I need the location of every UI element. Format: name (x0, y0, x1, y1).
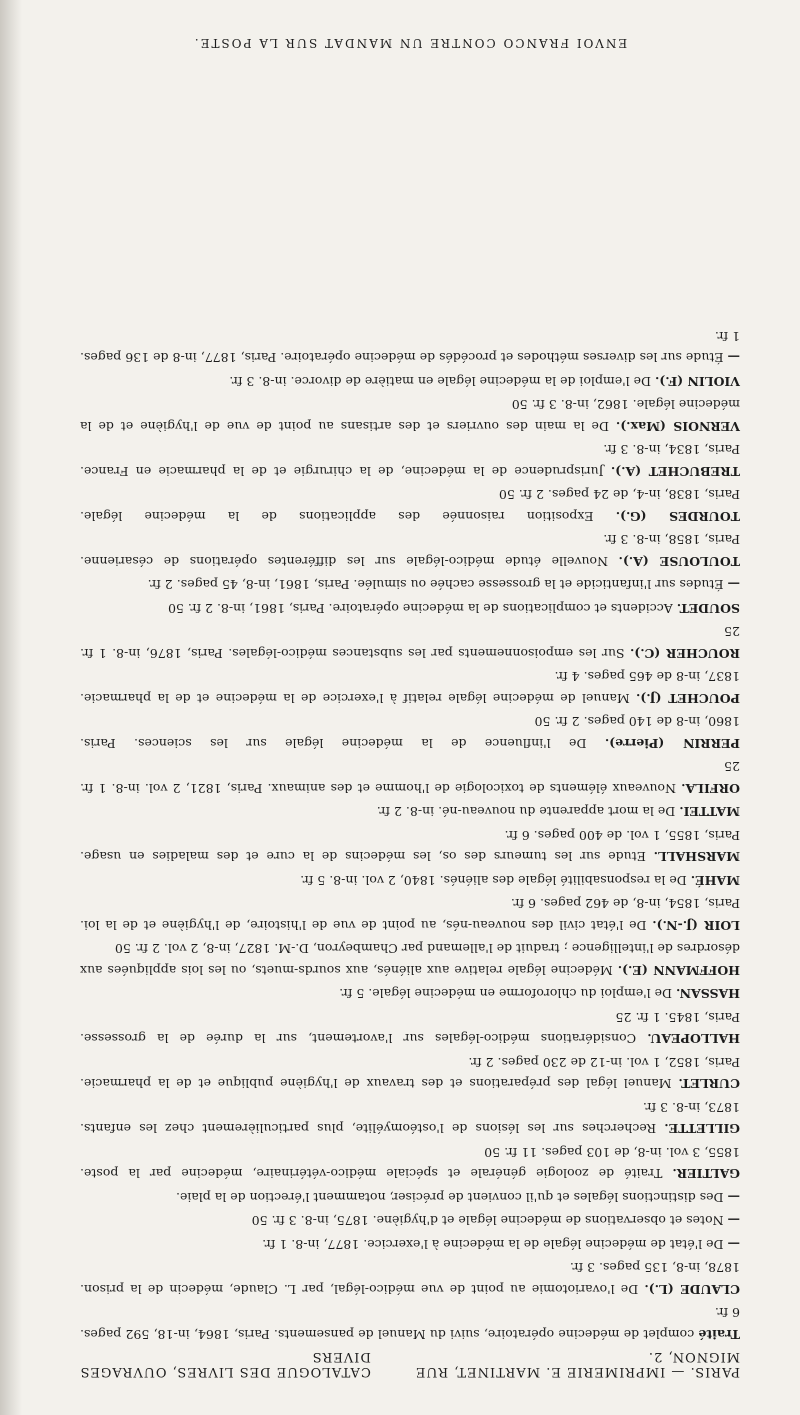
entry-title: Nouvelle étude médico-légale sur les différentes opérations de césarienne. (80, 554, 608, 569)
entry-reference: Paris, 1821, 2 vol. in-8. (111, 781, 263, 796)
entry-reference: Paris, 1858, in-8. (632, 532, 740, 548)
entry-price: 1 fr. (262, 1237, 288, 1252)
entry-title: Traité de zoologie générale et spéciale médico-vétérinaire, médecine par la poste. (79, 1166, 663, 1182)
entry-title: De l'état de médecine légale de la médecine à l'exercice. (363, 1237, 724, 1252)
catalogue-entry (80, 756, 740, 799)
entry-title: Considérations médico-légales sur l'avortement, sur la durée de la grossesse. (80, 1031, 637, 1047)
catalogue-entry (80, 1187, 740, 1209)
entry-author: — (727, 350, 740, 366)
catalogue-entry (80, 870, 740, 892)
entry-author: VERNOIS (Max.). (615, 419, 740, 434)
entry-title: Exposition raisonnée des applications de la médecine légale. (80, 509, 594, 524)
entry-reference: Paris, 1838, in-4, de 24 pages. (547, 487, 740, 503)
running-header (60, 1349, 740, 1379)
entry-price: 6 fr. (510, 896, 536, 912)
running-title: CATALOGUE DES LIVRES, OUVRAGES DIVERS (79, 1349, 371, 1379)
entry-price: 1 fr. 25 (615, 1010, 661, 1025)
entry-author: MAHÉ. (690, 873, 740, 888)
entry-price: 3 fr. 50 (251, 1213, 297, 1229)
entry-price: 2 fr. 50 (534, 714, 580, 730)
entry-title: Médecine légale relative aux aliénés, aux sourds-muets, ou les lois appliquées aux désordres de l'intelligence ; traduit de l'allemand par Chambeyron, D.-M. (80, 941, 740, 978)
entry-author: VIOLIN (F.). (655, 374, 740, 389)
entry-reference: 1855, 3 vol. in-8, de 103 pages. (541, 1145, 740, 1160)
entry-reference: in-8. (405, 804, 435, 820)
catalogue-entry (80, 1052, 740, 1095)
entry-title: De la main des ouvriers et des artisans au point de vue de l'hygiène et de la médecine légale. (80, 397, 740, 434)
entry-price: 2 fr. (468, 1055, 494, 1070)
entry-reference: Paris, 1877, in-8 de 136 pages. (80, 350, 277, 366)
catalogue-entry (80, 825, 740, 868)
entry-price: 11 fr. 50 (484, 1145, 538, 1160)
entry-price: 2 fr. (147, 577, 173, 593)
entry-author: PERRIN (Pierre). (604, 736, 740, 751)
entry-title: Des distinctions légales et qu'il convient de préciser, notamment l'érection de la plaie. (175, 1190, 724, 1205)
entry-price: 3 fr. (603, 442, 629, 458)
entry-price: 3 fr. (569, 1260, 595, 1276)
entry-author: MATTEI. (679, 804, 740, 820)
entry-reference: 1873, in-8. (672, 1100, 740, 1115)
entry-price: 5 fr. (300, 873, 326, 888)
catalogue-entry (80, 598, 740, 620)
catalogue-entry (80, 1142, 740, 1185)
catalogue-entry (80, 1234, 740, 1256)
entry-reference: Paris, 1854, in-8, de 462 pages. (539, 896, 740, 912)
entry-author: TOURDES (G.). (615, 509, 740, 524)
entry-reference: Paris, 1845. (664, 1010, 740, 1025)
entry-author: ROUCHER (C.). (630, 646, 740, 661)
footer-note: ENVOI FRANCO CONTRE UN MANDAT SUR LA POSTE. (192, 36, 628, 50)
entry-price: 4 fr. (554, 669, 580, 685)
entry-reference: 1860, in-8 de 140 pages. (583, 714, 740, 730)
entry-price: 5 fr. (339, 986, 365, 1002)
catalogue-entry (80, 1257, 740, 1300)
entry-reference: Paris, 1834, in-8. (632, 442, 740, 458)
entry-title: Jurisprudence de la médecine, de la chirurgie et de la pharmacie en France. (80, 464, 604, 479)
entry-title: Nouveaux éléments de toxicologie de l'homme et des animaux. (267, 781, 676, 796)
entry-title: De l'emploi de la médecine légale en matière de divorce. (290, 374, 652, 389)
entry-price: 2 fr. 50 (114, 941, 160, 957)
entry-author: LOIR (J.-N.). (652, 918, 740, 933)
catalogue-entry (80, 574, 740, 596)
catalogue-entry (80, 484, 740, 527)
catalogue-entry (80, 326, 740, 369)
entry-title: De la responsabilité légale des aliénés. (439, 873, 687, 888)
entry-reference: 1878, in-8, 135 pages. (598, 1260, 740, 1276)
catalogue-entry (80, 666, 740, 709)
entry-reference: Paris, 1852, 1 vol. in-12 de 230 pages. (497, 1055, 740, 1070)
entry-price: 6 fr. (714, 1305, 740, 1321)
entry-reference: in-8. (258, 374, 287, 389)
entry-author: — (727, 577, 740, 593)
entry-title: De l'influence de la médecine légale sur les sciences. Paris. (80, 736, 587, 751)
entry-author: TOULOUSE (A.). (618, 554, 740, 569)
entry-title: De la mort apparente du nouveau-né. (438, 804, 676, 820)
catalogue-entries (80, 80, 740, 1345)
entry-reference: 1877, in-8. (291, 1237, 360, 1252)
entry-price: 3 fr. (642, 1100, 669, 1115)
entry-price: 1 fr. (714, 329, 740, 344)
entry-price: 6 fr. (504, 828, 530, 843)
entry-price: 2 fr. 50 (498, 487, 544, 503)
entry-author: HOFFMANN (E.). (617, 963, 740, 978)
entry-title: Manuel légal des préparations et des travaux de l'hygiène publique et de la pharmacie. (80, 1076, 672, 1092)
entry-price: 3 fr. (603, 532, 629, 548)
entry-title: Accidents et complications de la médecine opératoire. (328, 601, 673, 616)
entry-price: 2 fr. (376, 804, 402, 820)
entry-title: Recherches sur les lésions de l'ostéomyélite, plus particulièrement chez les enfants. (80, 1121, 657, 1137)
entry-title: Sur les empoisonnements par les substances médico-légales. (228, 646, 625, 661)
entry-price: 3 fr. (229, 374, 255, 389)
entry-reference: 1837, in-8 de 465 pages. (583, 669, 740, 685)
entry-author: — (727, 1237, 740, 1252)
entry-title: Notes et observations de médecine légale et d'hygiène. (372, 1213, 724, 1229)
entry-title: Etude sur les tumeurs des os, les médecins de la cure et des maladies en usage. (80, 849, 646, 865)
catalogue-entry (80, 439, 740, 482)
catalogue-entry (80, 394, 740, 437)
entry-author: POUCHET (J.). (636, 691, 740, 706)
entry-author: MARSHALL. (653, 849, 740, 865)
entry-author: HALLOPEAU. (647, 1031, 740, 1047)
catalogue-entry (80, 711, 740, 754)
entry-author: GALTIER. (672, 1166, 740, 1182)
entry-author: HASSAN. (676, 986, 740, 1002)
catalogue-entry (80, 938, 740, 981)
entry-title: De l'ovariotomie au point de vue médico-légal, par L. Claude, médecin de la prison. (80, 1282, 639, 1297)
entry-reference: 1840, 2 vol. in-8. (329, 873, 436, 888)
catalogue-entry (80, 1302, 740, 1345)
entry-title: Manuel de médecine légale relatif à l'exercice de la médecine et de la pharmacie. (80, 691, 630, 706)
entry-reference: 1827, in-8, 2 vol. (163, 941, 271, 957)
entry-title: De l'emploi du chloroforme en médecine légale. (368, 986, 673, 1002)
catalogue-entry (80, 801, 740, 823)
entry-author: TREBUCHET (A.). (610, 464, 740, 479)
catalogue-entry (80, 983, 740, 1005)
entry-author: ORFILA. (681, 781, 740, 796)
entry-reference: Paris, 1861, in-8. (216, 601, 325, 616)
entry-reference: 1862, in-8. (560, 397, 629, 413)
entry-title: Études sur l'infanticide et la grossesse cachée ou simulée. (353, 577, 724, 593)
catalogue-entry (80, 621, 740, 664)
entry-reference: 1875, in-8. (300, 1213, 369, 1229)
entry-author: CLAUDE (L.). (644, 1282, 740, 1297)
entry-price: 3 fr. 50 (511, 397, 557, 413)
entry-author: SOUDET. (676, 601, 740, 616)
entry-reference: Paris, 1861, in-8, 45 pages. (176, 577, 350, 593)
entry-title: De l'état civil des nouveau-nés, au point de vue de l'histoire, de l'hygiène et de la loi. (80, 918, 647, 933)
catalogue-entry (80, 1007, 740, 1050)
entry-author: — (727, 1213, 740, 1229)
entry-reference: Paris, 1864, in-18, 592 pages. (80, 1327, 270, 1342)
catalogue-entry (80, 529, 740, 572)
entry-author: Traité (698, 1327, 740, 1342)
catalogue-entry (80, 1097, 740, 1140)
catalogue-entry (80, 893, 740, 936)
entry-title: Étude sur les diverses méthodes et procédés de médecine opératoire. (280, 350, 724, 366)
page-label: PARIS. — IMPRIMERIE E. MARTINET, RUE MIGNON, 2. (414, 1349, 740, 1379)
catalogue-entry (80, 371, 740, 393)
entry-reference: Paris, 1855, 1 vol. de 400 pages. (533, 828, 740, 843)
entry-title: complet de médecine opératoire, suivi du Manuel de pansements. (273, 1327, 695, 1342)
entry-price: 1 fr. 25 (80, 759, 740, 796)
entry-author: — (727, 1190, 740, 1205)
entry-author: CURLET. (678, 1076, 740, 1092)
entry-price: 1 fr. 25 (80, 624, 740, 661)
catalogue-entry (80, 1210, 740, 1232)
entry-reference: Paris, 1876, in-8. (112, 646, 223, 661)
entry-author: GILLETTE. (664, 1121, 740, 1137)
entry-price: 2 fr. 50 (167, 601, 213, 616)
